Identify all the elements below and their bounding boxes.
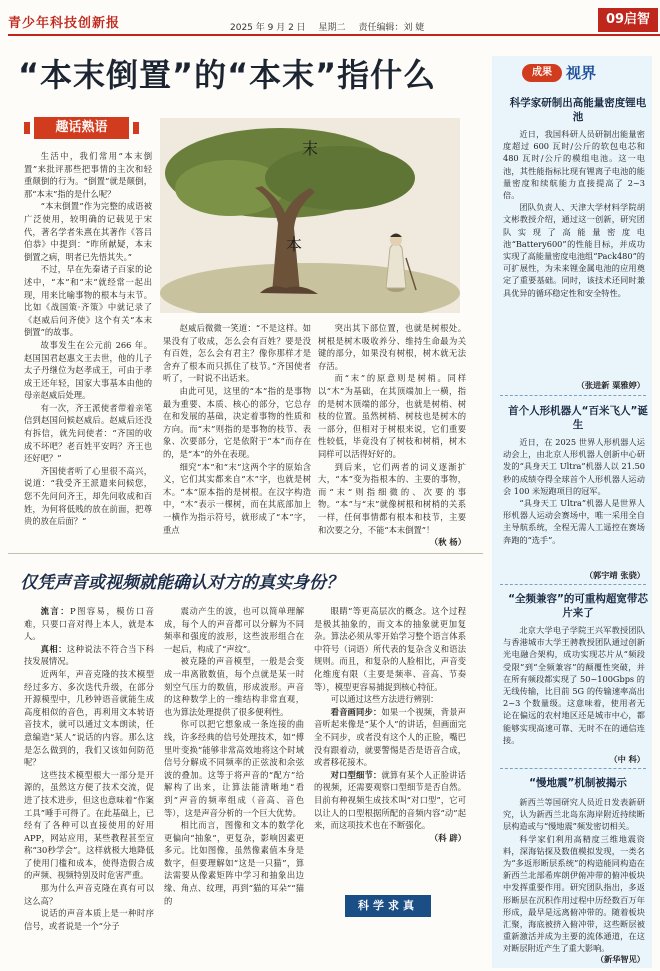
masthead-rule (8, 34, 660, 36)
badge-left: 成果 (522, 64, 562, 82)
section-divider (8, 553, 483, 554)
article2-column-1 (24, 605, 154, 932)
article2-paragraph (24, 643, 154, 668)
article2-paragraph (314, 706, 466, 769)
issue-editor: 责任编辑：刘 婕 (358, 23, 425, 33)
rumor-label: 流言： (40, 606, 70, 616)
image-char-top: 末 (301, 139, 319, 158)
article1-paragraph: 不过，早在先秦诸子百家的论述中，“本”和“末”就经常一起出现，用来比喻事物的根本与末节。比如《战国策·齐策》中就记录了《赵威后问齐使》这个有关“本末倒置”的故事。 (24, 264, 152, 338)
sidebar-rule (500, 584, 646, 586)
article1-paragraph: 由此可见，这里的“本”指的是事物最为重要、本质、核心的部分，它总存在和发展的基础，决定着事物的性质和方向。而“末”则指的是事物的枝节、表象、次要部分，它是依附于“本”而存在的，是“本”的外在表现。 (163, 385, 311, 459)
article2-paragraph: 眼睛”等更高层次的概念。这个过程是极其抽象的，而文本的抽象就更加复杂。算法必须从零开始学习整个语言体系中符号（词语）所代表的复杂含义和语法规则。而且，和复杂的人脸相比，声音变化维度有限（主要是频率、音高、节奏等），模型更容易捕捉到核心特征。 (314, 606, 466, 692)
article1-paragraph: 到后来，它们两者的词义逐渐扩大，“本”变为指根本的、主要的事物，而“末”则指细微的、次要的事物。“本”与“末”就像树根和树梢的关系一样，任何事情都有根本和枝节，主要和次要之分，不能“本末倒置”！ (318, 461, 466, 535)
newspaper-brand: 青少年科技创新报 (8, 16, 121, 31)
sidebar-rule (500, 395, 646, 397)
article2-headline: 仅凭声音或视频就能确认对方的真实身份？ (20, 573, 343, 593)
article1-paragraph: 生活中，我们常用“本末倒置”来批评那些把事情的主次和轻重颠倒的行为。“倒置”就是颠倒，那“本末”指的是什么呢？ (24, 151, 152, 199)
sidebar-item-body (503, 128, 645, 299)
tip-text: 就算有某个人正脸讲话的视频，还需要观察口型细节是否自然。目前有种视频生成技术叫“对口型”，它可以让人的口型根据所配的音频内容“动”起来，而这项技术也在不断强化。 (314, 769, 466, 831)
article2-paragraph: 那为什么声音克隆在真有可以这么高？ (24, 883, 154, 906)
sidebar-item-body (503, 796, 645, 955)
sidebar-rule (500, 768, 646, 770)
article1-paragraph: 赵威后微微一笑道：“不是这样。如果没有了收成，怎么会有百姓？要是没有百姓，怎么会有君主？像你那样才是舍弃了根本而只抓住了枝节。”齐国使者听了，一时说不出话来。 (163, 323, 311, 384)
sidebar-byline: （郭宇靖 张骁） (584, 570, 645, 580)
tree-illustration (160, 118, 460, 313)
sidebar-badge (522, 62, 620, 84)
article1-paragraph: “本末倒置”作为完整的成语被广泛使用，较明确的记载见于宋代，著名学者朱熹在其著作《答吕伯恭》中提到：“昨所献疑，本末倒置之病，明者已先悟其失。” (24, 201, 152, 262)
article1-paragraph: 突出其下部位置，也就是树根处。树根是树木吸收养分、维持生命最为关键的部分，如果没有树根，树木就无法存活。 (318, 323, 466, 371)
issue-meta (230, 20, 434, 33)
article2-paragraph (314, 769, 466, 832)
sidebar-item-body (503, 624, 645, 746)
article2-paragraph: 被克隆的声音模型，一般是会变成一串离散数值，每个点就是某一时刻空气压力的数值，形成波形。声音的这种数学上的一维结构非常直观，也为算法处理提供了很多便利性。 (164, 656, 304, 717)
truth-text: 这种说法不符合当下科技发展情况。 (24, 643, 154, 667)
article2-paragraph: 你可以把它想象成一条连接的曲线，许多经典的信号处理技术，如“傅里叶变换”能够非常高效地将这个时域信号分解成不同频率的正弦波和余弦波的叠加。这等于将声音的“配方”给解构了出来，让算法能清晰地“看到”声音的频率组成（音高、音色等），这是声音分析的一个巨大优势。 (164, 719, 304, 818)
article1-column-3 (318, 322, 466, 549)
article1-column-1 (24, 150, 152, 528)
tip-label: 对口型细节： (330, 769, 382, 780)
article2-paragraph (24, 605, 154, 643)
sidebar-item-body (503, 436, 645, 546)
article1-byline: （秋 杨） (429, 537, 466, 548)
article1-paragraph: 有一次，齐王派使者带着亲笔信到赵国问候赵威后。赵威后还没有拆信，就先问使者：“齐国的收成不坏吧？老百姓平安吗？齐王也还好吧？” (24, 402, 152, 464)
sidebar-paragraph: 近日，在 2025 世界人形机器人运动会上，由北京人形机器人创新中心研发的“具身天工 Ultra”机器人以 21.50 秒的成绩夺得全球首个人形机器人运动会 100 米短跑项目的冠军。 (503, 437, 645, 496)
truth-label: 真相： (40, 643, 67, 654)
article1-paragraph: 细究“本”和“末”这两个字的原始含义，它们其实都来自“木”字，也就是树木。“本”原本指的是树根。在汉字构造中，“木”表示一棵树，而在其底部加上一横作为指示符号，就形成了“本”字，重点 (163, 461, 311, 535)
article1-paragraph: 齐国使者听了心里很不高兴，说道：“我受齐王派遣来问候您，您不先问问齐王，却先问收成和百姓，为何将低贱的放在前面，把尊贵的放在后面？” (24, 465, 152, 527)
sidebar-byline: （中 科） (609, 754, 645, 764)
article2-byline: （科 辟） (429, 832, 466, 843)
issue-weekday: 星期二 (318, 23, 346, 33)
article1-headline: “本末倒置”的“本末”指什么 (18, 56, 437, 94)
article1-paragraph: 故事发生在公元前 266 年。赵国国君赵惠文王去世，他的儿子太子丹继位为赵孝成王，可由于孝成王还年轻，国家大事基本由他的母亲赵威后处理。 (24, 339, 152, 401)
tip-text: 如果一个视频，背景声音听起来像是“某个人”的讲话，但画面完全不同步，或者没有这个人的正脸，嘴巴没有跟着动，就要警惕是否是语音合成，或者移花接木。 (314, 706, 466, 768)
sidebar-byline: （新华智见） (595, 954, 645, 964)
science-truth-stamp: 科学求真 (345, 895, 431, 917)
sidebar-paragraph: 近日，我国科研人员研制出能量密度超过 600 瓦时/公斤的软包电芯和 480 瓦时/公斤的模组电池。这一电池，其性能指标比现有锂离子电池的能量密度和续航能力直接提高了 2~3 倍。 (503, 129, 645, 201)
image-char-bottom: 本 (285, 235, 303, 254)
article2-paragraph: 可以通过这些方法进行辨别： (330, 694, 439, 705)
article2-paragraph: 相比而言，图像和文本的数学化更偏向“抽象”，更复杂，影响因素更多元。比如图像，虽然像素值本身是数字，但要理解如“这是一只猫”，算法需要从像素矩阵中学习和抽象出边缘、角点、纹理，再到“猫的耳朵”“猫的 (164, 820, 304, 906)
sidebar-paragraph: 团队负责人、天津大学材料学院胡文彬教授介绍，通过这一创新，研究团队实现了高能量密度电池“Battery600”的性能目标，并成功实现了高能量密度电池组“Pack480”的可扩展性，为未来锂金属电池的应用奠定了重要基础。同时，该技术还同时兼具优异的循环稳定性和安全特性。 (503, 202, 645, 298)
article1-column-2 (163, 322, 311, 536)
article2-paragraph: 这些技术模型根大一部分是开源的，虽然这方便了技术交流，促进了技术进步，但这也意味着“作案工具”唾手可得了。在此基础上，已经有了各种可以直接使用的好用 APP，网站应用，某些教程甚至宣称“30秒学会”。这样就极大地降低了使用门槛和成本，使得造假合成的声频、视频特别及时危害严重。 (24, 769, 154, 881)
issue-date: 2025 年 9 月 2 日 (230, 23, 306, 33)
sidebar-paragraph: 科学家们利用高精度三维地震资料，深海钻探及数值模拟发现，一类名为“多返形断层系统”的构造能同构造在新西兰北部希库朗伊俯冲带的俯冲板块中发挥重要作用。研究团队指出，多返形断层在沉积作用过程中历经数百万年形成，最早是远离俯冲带的。随着板块汇聚，海底被挤入俯冲带，这些断层被重新激活并成为主要的流体通道，在这对断层附近产生了重大影响。 (503, 833, 645, 954)
sidebar-paragraph: 新西兰等国研究人员近日发表新研究，认为新西兰北岛东海岸附近持续断层构造或与“慢地震”频发密切相关。 (503, 797, 645, 832)
sidebar-byline: （张进新 粟雅婷） (576, 380, 645, 390)
sidebar-item-title: “全频兼容”的可重构超宽带芯片来了 (508, 593, 648, 619)
masthead (0, 0, 660, 44)
badge-right: 视界 (566, 64, 597, 82)
article2-paragraph: 震动产生的波，也可以简单理解成，每个人的声音都可以分解为不同频率和强度的波形，这些波形组合在一起后，构成了“声纹”。 (164, 606, 304, 654)
article2-column-2 (164, 605, 304, 907)
tree-icon (160, 118, 460, 313)
article1-paragraph: 而“末”的原意则是树梢。同样以“木”为基础，在其顶端加上一横，指的是树木顶端的部分，也就是树梢、树枝的位置。虽然树梢、树枝也是树木的一部分，但相对于树根来说，它们重要性较低，毕竟没有了树枝和树梢，树木同样可以活得好好的。 (318, 373, 466, 459)
sidebar-paragraph: “具身天工 Ultra”机器人是世界人形机器人运动会赛场中，唯一采用全自主导航系统，全程无需人工遥控在赛场奔跑的“选手”。 (503, 498, 645, 545)
article2-paragraph: 近两年，声音克隆的技术模型经过多方、多次迭代升级，在部分开源模型中，几秒钟语音就能生成高度相似的音色，再利用文本转语音技术，就可以通过文本朗读，任意编造“某人”说话的内容。那么这是怎么做到的，我们又该如何防范呢？ (24, 668, 154, 768)
sidebar-item-title: “慢地震”机制被揭示 (529, 777, 627, 789)
column-tag: 趣话熟语 (34, 117, 129, 139)
rumor-text: P图容易，模仿口音难，只要口音对得上本人，就是本人。 (24, 606, 154, 642)
page-number-label: 09启智 (598, 8, 658, 32)
tip-label: 看音画同步： (330, 706, 382, 717)
sidebar-paragraph: 北京大学电子学院王兴军教授团队与香港城市大学王骋教授团队通过创新光电融合架构，成功实现芯片从“频段受限”到“全频兼容”的颠覆性突破，并在所有频段都实现了 50~100Gbps 的无线传输，比目前 5G 的传输速率高出 2~3 个数量级。这意味着，使用者无论在偏远的农村地区还是城市中心，都能够实现高速可靠、无时不在的通信连接。 (503, 625, 645, 745)
article2-column-3 (314, 605, 466, 844)
sidebar-item-title: 首个人形机器人“百米飞人”诞生 (508, 405, 648, 431)
sidebar-item-title: 科学家研制出高能量密度锂电池 (509, 97, 647, 123)
article2-paragraph: 说话的声音本质上是一种时序信号，或者说是一个“分子 (24, 908, 154, 931)
